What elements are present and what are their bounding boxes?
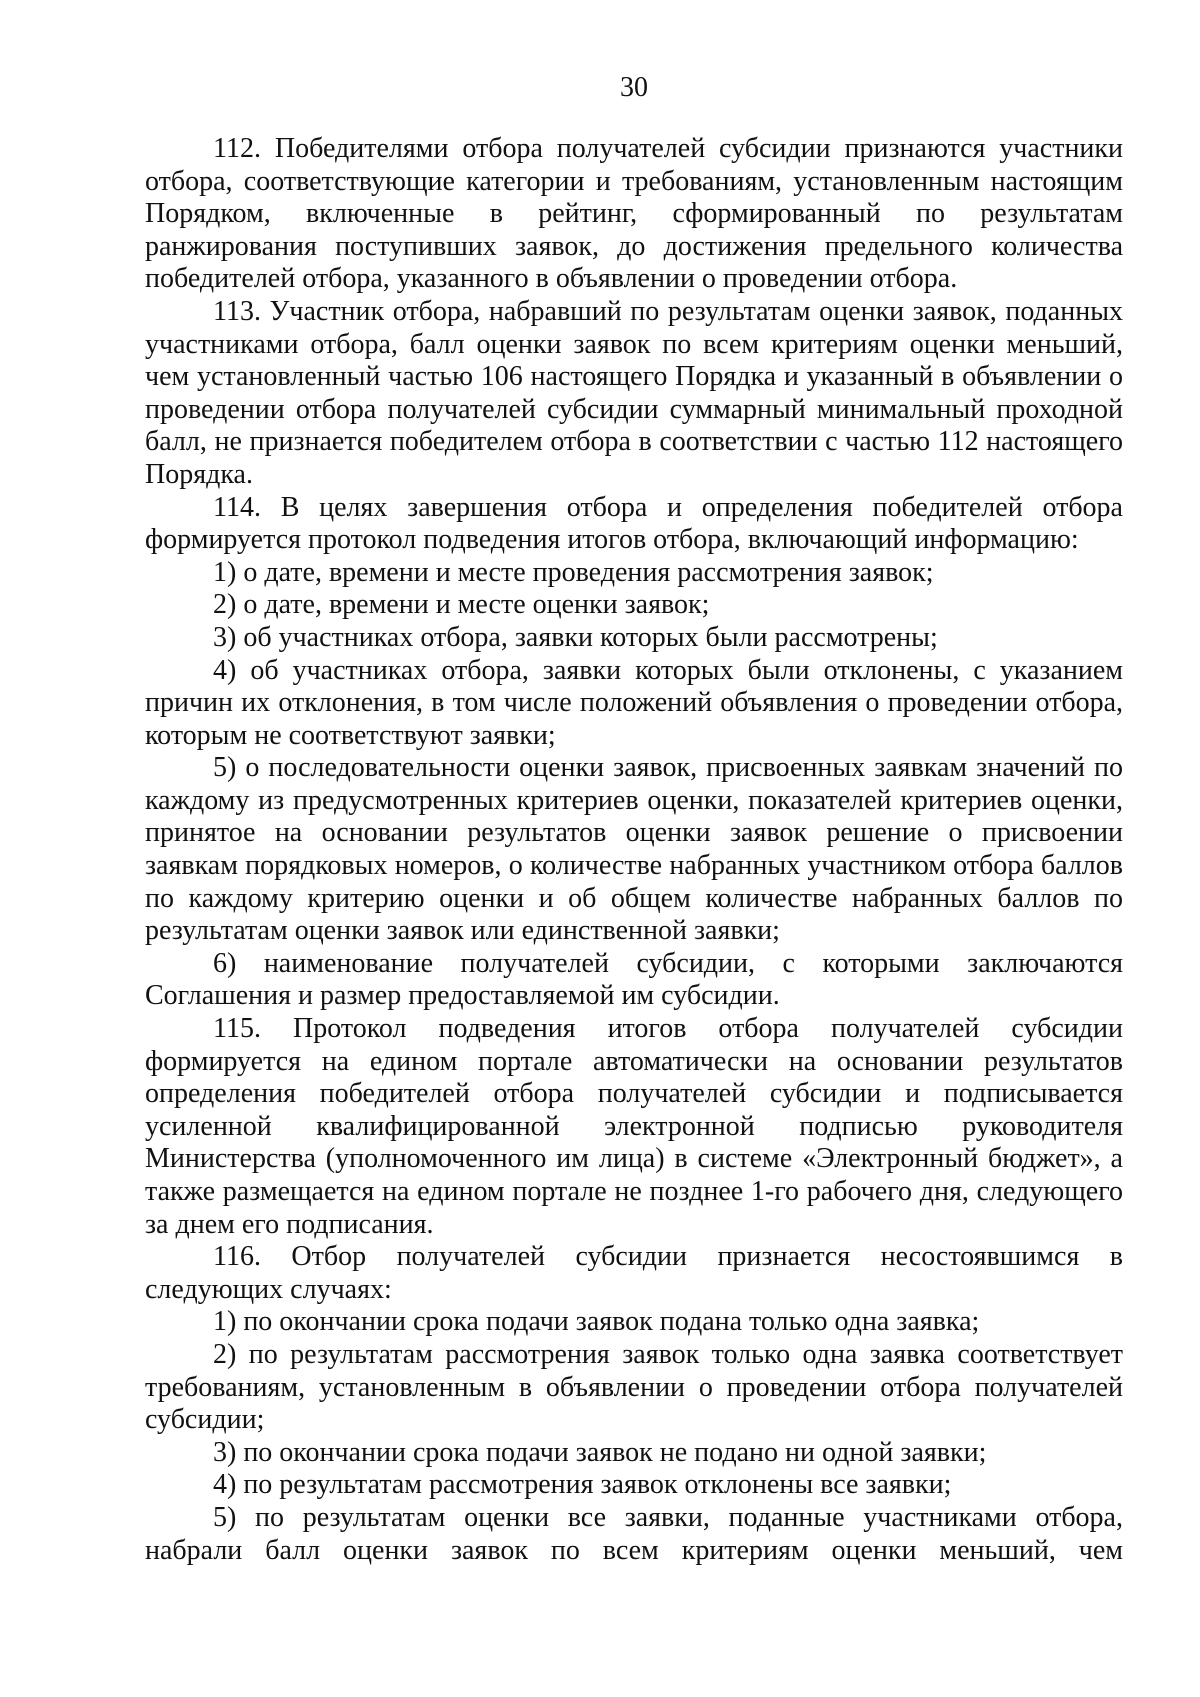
- document-body: [145, 133, 1123, 1567]
- paragraph-116-item-4: 4) по результатам рассмотрения заявок отклонены все заявки;: [213, 1469, 952, 1501]
- page-number: 30: [620, 72, 648, 103]
- paragraph-114-item-2: 2) о дате, времени и месте оценки заявок;: [213, 589, 710, 621]
- paragraph-114: 114. В целях завершения отбора и определения победителей отбора формируется протокол подведения итогов отбора, включающий информацию:: [145, 491, 1123, 556]
- paragraph-116-item-1: 1) по окончании срока подачи заявок подана только одна заявка;: [213, 1306, 980, 1338]
- paragraph-114-item-1: 1) о дате, времени и месте проведения рассмотрения заявок;: [213, 556, 934, 588]
- paragraph-114-item-6: 6) наименование получателей субсидии, с которыми заключаются Соглашения и размер предоставляемой им субсидии.: [145, 947, 1123, 1012]
- paragraph-112: 112. Победителями отбора получателей субсидии признаются участники отбора, соответствующие категории и требованиям, установленным настоящим Порядком, включенные в рейтинг, сформированный по результатам ранжирования поступивших заявок, до достижения предельного количества победителей отбора, указанного в объявлении о проведении отбора.: [145, 133, 1123, 295]
- paragraph-114-item-3: 3) об участниках отбора, заявки которых были рассмотрены;: [213, 621, 938, 653]
- paragraph-116: 116. Отбор получателей субсидии признается несостоявшимся в следующих случаях:: [145, 1241, 1123, 1305]
- paragraph-114-item-5: 5) о последовательности оценки заявок, присвоенных заявкам значений по каждому из предусмотренных критериев оценки, показателей критериев оценки, принятое на основании результатов оценки заявок решение о присвоении заявкам порядковых номеров, о количестве набранных участником отбора баллов по каждому критерию оценки и об общем количестве набранных баллов по результатам оценки заявок или единственной заявки;: [145, 752, 1123, 947]
- paragraph-115: 115. Протокол подведения итогов отбора получателей субсидии формируется на едином портале автоматически на основании результатов определения победителей отбора получателей субсидии и подписывается усиленной квалифицированной электронной подписью руководителя Министерства (уполномоченного им лица) в системе «Электронный бюджет», а также размещается на едином портале не позднее 1-го рабочего дня, следующего за днем его подписания.: [145, 1013, 1123, 1240]
- paragraph-113: 113. Участник отбора, набравший по результатам оценки заявок, поданных участниками отбора, балл оценки заявок по всем критериям оценки меньший, чем установленный частью 106 настоящего Порядка и указанный в объявлении о проведении отбора получателей субсидии суммарный минимальный проходной балл, не признается победителем отбора в соответствии с частью 112 настоящего Порядка.: [145, 295, 1123, 490]
- paragraph-116-item-3: 3) по окончании срока подачи заявок не подано ни одной заявки;: [213, 1436, 987, 1468]
- paragraph-114-item-4: 4) об участниках отбора, заявки которых были отклонены, с указанием причин их отклонения, в том числе положений объявления о проведении отбора, которым не соответствуют заявки;: [145, 654, 1123, 751]
- paragraph-116-item-5: 5) по результатам оценки все заявки, поданные участниками отбора, набрали балл оценки заявок по всем критериям оценки меньший, чем: [145, 1501, 1123, 1566]
- paragraph-116-item-2: 2) по результатам рассмотрения заявок только одна заявка соответствует требованиям, установленным в объявлении о проведении отбора получателей субсидии;: [145, 1338, 1123, 1436]
